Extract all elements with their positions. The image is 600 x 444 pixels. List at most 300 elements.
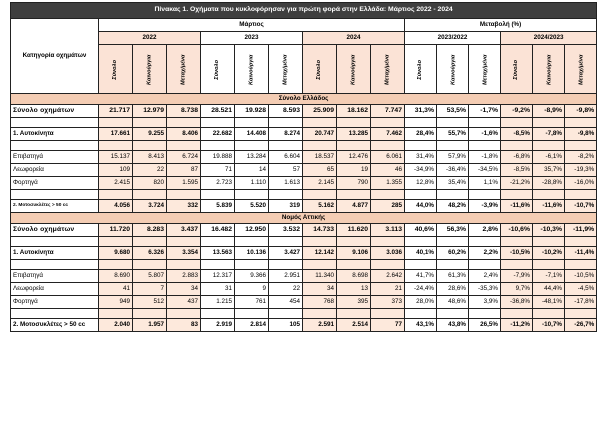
spacer-cell — [11, 190, 99, 200]
spacer-cell — [405, 237, 437, 247]
subheader-cell — [405, 45, 437, 94]
table-cell: 4.877 — [337, 200, 371, 213]
table-cell: -24,4% — [405, 283, 437, 296]
period-2024-2023-header: 2024/2023 — [501, 32, 597, 45]
table-cell: 9,7% — [501, 283, 533, 296]
table-cell: 5.839 — [201, 200, 235, 213]
vehicles-table — [10, 2, 597, 332]
table-cell: 87 — [167, 164, 201, 177]
table-cell: 949 — [99, 296, 133, 309]
year-2022-header: 2022 — [99, 32, 201, 45]
period-2023-2022-header: 2023/2022 — [405, 32, 501, 45]
subheader-row — [11, 45, 597, 94]
table-cell: 2.145 — [303, 177, 337, 190]
table-cell: 6.604 — [269, 151, 303, 164]
table-cell: 44,4% — [533, 283, 565, 296]
spacer-cell — [371, 260, 405, 270]
table-cell: -8,5% — [501, 164, 533, 177]
spacer-cell — [565, 190, 597, 200]
table-cell: 12.142 — [303, 247, 337, 260]
table-cell: -1,6% — [469, 128, 501, 141]
table-row — [11, 296, 597, 309]
spacer-cell — [99, 309, 133, 319]
table-row — [11, 319, 597, 332]
spacer-cell — [469, 190, 501, 200]
subheader-cell — [371, 45, 405, 94]
table-cell: 437 — [167, 296, 201, 309]
table-cell: -21,2% — [501, 177, 533, 190]
spacer-cell — [133, 190, 167, 200]
spacer-cell — [565, 141, 597, 151]
spacer-cell — [99, 141, 133, 151]
table-cell: 28,6% — [437, 283, 469, 296]
subheader-label: Σύνολο — [111, 59, 118, 80]
spacer-cell — [235, 260, 269, 270]
spacer-cell — [201, 141, 235, 151]
table-cell: 2.415 — [99, 177, 133, 190]
table-cell: 109 — [99, 164, 133, 177]
spacer-cell — [469, 118, 501, 128]
spacer-cell — [235, 237, 269, 247]
spacer-cell — [303, 118, 337, 128]
subheader-label: Καινούργια — [546, 54, 553, 85]
table-cell: 8.413 — [133, 151, 167, 164]
table-cell: 34 — [303, 283, 337, 296]
subheader-label: Σύνολο — [213, 59, 220, 80]
table-cell: -10,2% — [533, 247, 565, 260]
subheader-cell — [337, 45, 371, 94]
spacer-row — [11, 260, 597, 270]
table-cell: -6,1% — [533, 151, 565, 164]
spacer-cell — [201, 260, 235, 270]
table-cell: 3.354 — [167, 247, 201, 260]
spacer-cell — [371, 141, 405, 151]
spacer-cell — [167, 260, 201, 270]
spacer-cell — [371, 309, 405, 319]
spacer-cell — [11, 141, 99, 151]
spacer-cell — [501, 141, 533, 151]
table-cell: 22 — [269, 283, 303, 296]
table-cell: 44,0% — [405, 200, 437, 213]
table-cell: 2.642 — [371, 270, 405, 283]
table-cell: 4.056 — [99, 200, 133, 213]
spacer-cell — [437, 309, 469, 319]
table-cell: 2.591 — [303, 319, 337, 332]
table-cell: 19.928 — [235, 105, 269, 118]
spacer-cell — [303, 309, 337, 319]
table-cell: 12.979 — [133, 105, 167, 118]
vehicles-table-container — [10, 2, 595, 332]
table-cell: 3.532 — [269, 224, 303, 237]
spacer-cell — [99, 237, 133, 247]
spacer-cell — [337, 190, 371, 200]
category-header: Κατηγορία οχημάτων — [11, 19, 99, 94]
table-cell: 13.284 — [235, 151, 269, 164]
table-cell: -11,6% — [533, 200, 565, 213]
table-cell: 31,3% — [405, 105, 437, 118]
table-cell: 15.137 — [99, 151, 133, 164]
table-cell: -10,5% — [565, 270, 597, 283]
subheader-label: Μεταχ/μένα — [384, 54, 391, 85]
table-cell: 14.733 — [303, 224, 337, 237]
table-cell: 1.595 — [167, 177, 201, 190]
table-row — [11, 247, 597, 260]
table-cell: 3.427 — [269, 247, 303, 260]
spacer-cell — [235, 118, 269, 128]
row-label: Λεωφορεία — [11, 283, 99, 296]
table-cell: 11.720 — [99, 224, 133, 237]
year-2024-header: 2024 — [303, 32, 405, 45]
table-row — [11, 270, 597, 283]
spacer-cell — [133, 309, 167, 319]
spacer-cell — [371, 118, 405, 128]
table-cell: 40,1% — [405, 247, 437, 260]
table-title: Πίνακας 1. Οχήματα που κυκλοφόρησαν για πρώτη φορά στην Ελλάδα: Μάρτιος 2022 - 2024 — [11, 3, 597, 19]
table-cell: 3.036 — [371, 247, 405, 260]
subheader-label: Καινούργια — [450, 54, 457, 85]
table-cell: 16.482 — [201, 224, 235, 237]
row-label: Επιβατηγά — [11, 151, 99, 164]
table-cell: 3.113 — [371, 224, 405, 237]
table-cell: 1.110 — [235, 177, 269, 190]
table-row — [11, 200, 597, 213]
spacer-cell — [501, 118, 533, 128]
spacer-cell — [405, 260, 437, 270]
spacer-cell — [11, 118, 99, 128]
table-cell: 55,7% — [437, 128, 469, 141]
table-cell: 7.462 — [371, 128, 405, 141]
table-cell: 35,7% — [533, 164, 565, 177]
change-header: Μεταβολή (%) — [405, 19, 597, 32]
table-cell: 41 — [99, 283, 133, 296]
table-cell: 14.408 — [235, 128, 269, 141]
spacer-cell — [11, 237, 99, 247]
table-cell: -34,5% — [469, 164, 501, 177]
table-cell: 34 — [167, 283, 201, 296]
spacer-cell — [303, 190, 337, 200]
table-cell: 22.682 — [201, 128, 235, 141]
subheader-label: Μεταχ/μένα — [578, 54, 585, 85]
table-cell: 11.620 — [337, 224, 371, 237]
table-cell: 2.814 — [235, 319, 269, 332]
table-cell: 5.807 — [133, 270, 167, 283]
table-cell: -10,7% — [533, 319, 565, 332]
spacer-cell — [405, 190, 437, 200]
table-cell: 6.724 — [167, 151, 201, 164]
table-cell: 41,7% — [405, 270, 437, 283]
table-cell: -8,5% — [501, 128, 533, 141]
table-cell: 71 — [201, 164, 235, 177]
table-cell: 13 — [337, 283, 371, 296]
table-cell: 9.255 — [133, 128, 167, 141]
table-cell: 2.514 — [337, 319, 371, 332]
table-cell: 57,9% — [437, 151, 469, 164]
table-cell: 14 — [235, 164, 269, 177]
row-label: Σύνολο οχημάτων — [11, 224, 99, 237]
spacer-cell — [167, 309, 201, 319]
spacer-cell — [99, 190, 133, 200]
table-cell: 13.285 — [337, 128, 371, 141]
spacer-cell — [469, 309, 501, 319]
spacer-cell — [133, 118, 167, 128]
spacer-cell — [533, 237, 565, 247]
table-cell: 2,8% — [469, 224, 501, 237]
spacer-row — [11, 190, 597, 200]
row-label: Επιβατηγά — [11, 270, 99, 283]
table-cell: 21.717 — [99, 105, 133, 118]
spacer-cell — [167, 118, 201, 128]
table-cell: 395 — [337, 296, 371, 309]
spacer-row — [11, 141, 597, 151]
table-cell: 28,4% — [405, 128, 437, 141]
table-cell: -35,3% — [469, 283, 501, 296]
table-cell: -34,9% — [405, 164, 437, 177]
table-cell: 10.136 — [235, 247, 269, 260]
table-cell: -11,6% — [501, 200, 533, 213]
table-cell: 11.340 — [303, 270, 337, 283]
spacer-cell — [437, 118, 469, 128]
row-label: 2. Μοτοσυκλέτες > 50 cc — [11, 200, 99, 213]
table-cell: 46 — [371, 164, 405, 177]
subheader-cell — [303, 45, 337, 94]
row-label: 2. Μοτοσυκλέτες > 50 cc — [11, 319, 99, 332]
spacer-cell — [201, 237, 235, 247]
table-row — [11, 128, 597, 141]
table-cell: 18.537 — [303, 151, 337, 164]
section-greece: Σύνολο Ελλάδος — [11, 94, 597, 105]
table-cell: -11,4% — [565, 247, 597, 260]
table-cell: -11,9% — [565, 224, 597, 237]
spacer-cell — [235, 309, 269, 319]
spacer-cell — [303, 237, 337, 247]
spacer-cell — [269, 237, 303, 247]
table-cell: 28.521 — [201, 105, 235, 118]
table-cell: -10,3% — [533, 224, 565, 237]
spacer-cell — [565, 309, 597, 319]
table-cell: -7,9% — [501, 270, 533, 283]
row-label: Σύνολο οχημάτων — [11, 105, 99, 118]
table-cell: -9,8% — [565, 105, 597, 118]
spacer-cell — [269, 309, 303, 319]
table-cell: -1,8% — [469, 151, 501, 164]
spacer-cell — [337, 260, 371, 270]
spacer-cell — [337, 118, 371, 128]
table-cell: 768 — [303, 296, 337, 309]
table-cell: 2,4% — [469, 270, 501, 283]
row-label: 1. Αυτοκίνητα — [11, 247, 99, 260]
table-cell: -7,8% — [533, 128, 565, 141]
table-cell: 8.283 — [133, 224, 167, 237]
subheader-cell — [201, 45, 235, 94]
table-cell: 319 — [269, 200, 303, 213]
table-cell: 6.326 — [133, 247, 167, 260]
spacer-cell — [533, 260, 565, 270]
spacer-cell — [501, 237, 533, 247]
spacer-cell — [99, 118, 133, 128]
spacer-cell — [11, 309, 99, 319]
table-cell: 8.738 — [167, 105, 201, 118]
table-cell: 18.162 — [337, 105, 371, 118]
table-cell: 20.747 — [303, 128, 337, 141]
subheader-label: Καινούργια — [248, 54, 255, 85]
table-cell: 22 — [133, 164, 167, 177]
table-cell: 5.162 — [303, 200, 337, 213]
spacer-cell — [437, 237, 469, 247]
table-cell: 2.951 — [269, 270, 303, 283]
table-cell: 57 — [269, 164, 303, 177]
spacer-cell — [11, 260, 99, 270]
table-cell: -10,6% — [501, 224, 533, 237]
table-cell: 83 — [167, 319, 201, 332]
subheader-cell — [269, 45, 303, 94]
table-cell: 7 — [133, 283, 167, 296]
table-cell: -36,4% — [437, 164, 469, 177]
spacer-cell — [565, 260, 597, 270]
table-cell: 8.406 — [167, 128, 201, 141]
table-cell: 512 — [133, 296, 167, 309]
table-cell: 61,3% — [437, 270, 469, 283]
table-cell: -26,7% — [565, 319, 597, 332]
spacer-cell — [337, 309, 371, 319]
subheader-label: Μεταχ/μένα — [482, 54, 489, 85]
table-cell: 1,1% — [469, 177, 501, 190]
table-cell: -8,9% — [533, 105, 565, 118]
spacer-cell — [303, 141, 337, 151]
table-cell: 8.274 — [269, 128, 303, 141]
table-cell: 77 — [371, 319, 405, 332]
subheader-label: Σύνολο — [416, 59, 423, 80]
table-row — [11, 164, 597, 177]
table-cell: 12.317 — [201, 270, 235, 283]
spacer-cell — [235, 141, 269, 151]
table-cell: 761 — [235, 296, 269, 309]
table-cell: 2.883 — [167, 270, 201, 283]
subheader-label: Σύνολο — [315, 59, 322, 80]
table-cell: 1.957 — [133, 319, 167, 332]
spacer-cell — [533, 118, 565, 128]
subheader-label: Μεταχ/μένα — [282, 54, 289, 85]
table-row — [11, 177, 597, 190]
table-cell: -11,2% — [501, 319, 533, 332]
table-cell: 26,5% — [469, 319, 501, 332]
table-cell: -3,9% — [469, 200, 501, 213]
spacer-cell — [469, 141, 501, 151]
table-cell: -19,3% — [565, 164, 597, 177]
spacer-cell — [533, 309, 565, 319]
table-cell: 21 — [371, 283, 405, 296]
table-cell: -8,2% — [565, 151, 597, 164]
subheader-cell — [533, 45, 565, 94]
subheader-cell — [437, 45, 469, 94]
table-row — [11, 224, 597, 237]
table-cell: 19 — [337, 164, 371, 177]
table-cell: 48,6% — [437, 296, 469, 309]
spacer-cell — [437, 260, 469, 270]
table-cell: 9 — [235, 283, 269, 296]
table-cell: 3.724 — [133, 200, 167, 213]
table-cell: 56,3% — [437, 224, 469, 237]
table-cell: -9,8% — [565, 128, 597, 141]
spacer-cell — [437, 190, 469, 200]
table-row — [11, 105, 597, 118]
subheader-label: Καινούργια — [146, 54, 153, 85]
spacer-cell — [405, 118, 437, 128]
spacer-row — [11, 309, 597, 319]
subheader-cell — [565, 45, 597, 94]
table-cell: -48,1% — [533, 296, 565, 309]
table-cell: 25.909 — [303, 105, 337, 118]
spacer-row — [11, 237, 597, 247]
table-cell: 2.723 — [201, 177, 235, 190]
subheader-cell — [167, 45, 201, 94]
spacer-cell — [501, 309, 533, 319]
table-cell: 8.698 — [337, 270, 371, 283]
spacer-cell — [133, 260, 167, 270]
spacer-cell — [167, 190, 201, 200]
table-cell: 9.680 — [99, 247, 133, 260]
spacer-cell — [501, 260, 533, 270]
table-cell: 2,2% — [469, 247, 501, 260]
table-cell: 65 — [303, 164, 337, 177]
table-cell: 332 — [167, 200, 201, 213]
subheader-label: Μεταχ/μένα — [180, 54, 187, 85]
row-label: Λεωφορεία — [11, 164, 99, 177]
spacer-cell — [565, 118, 597, 128]
table-cell: -36,8% — [501, 296, 533, 309]
spacer-cell — [371, 190, 405, 200]
table-cell: -1,7% — [469, 105, 501, 118]
table-cell: -6,8% — [501, 151, 533, 164]
table-cell: 7.747 — [371, 105, 405, 118]
table-cell: 2.919 — [201, 319, 235, 332]
row-label: Φορτηγά — [11, 177, 99, 190]
table-cell: -4,5% — [565, 283, 597, 296]
table-cell: 60,2% — [437, 247, 469, 260]
subheader-cell — [501, 45, 533, 94]
table-row — [11, 151, 597, 164]
spacer-cell — [533, 190, 565, 200]
table-cell: 12.950 — [235, 224, 269, 237]
spacer-cell — [469, 260, 501, 270]
table-cell: 8.593 — [269, 105, 303, 118]
spacer-cell — [167, 141, 201, 151]
spacer-cell — [533, 141, 565, 151]
table-cell: 1.355 — [371, 177, 405, 190]
table-cell: 31 — [201, 283, 235, 296]
table-cell: 53,5% — [437, 105, 469, 118]
table-cell: 373 — [371, 296, 405, 309]
spacer-cell — [337, 237, 371, 247]
table-cell: 19.888 — [201, 151, 235, 164]
spacer-cell — [269, 190, 303, 200]
table-cell: 285 — [371, 200, 405, 213]
table-cell: 43,8% — [437, 319, 469, 332]
table-cell: -7,1% — [533, 270, 565, 283]
section-attica: Νομός Αττικής — [11, 213, 597, 224]
spacer-cell — [235, 190, 269, 200]
table-cell: 43,1% — [405, 319, 437, 332]
row-label: 1. Αυτοκίνητα — [11, 128, 99, 141]
spacer-cell — [201, 309, 235, 319]
table-cell: -17,8% — [565, 296, 597, 309]
spacer-cell — [201, 190, 235, 200]
spacer-cell — [501, 190, 533, 200]
table-cell: 1.215 — [201, 296, 235, 309]
table-cell: 2.040 — [99, 319, 133, 332]
subheader-cell — [469, 45, 501, 94]
table-cell: -28,8% — [533, 177, 565, 190]
table-cell: 3.437 — [167, 224, 201, 237]
